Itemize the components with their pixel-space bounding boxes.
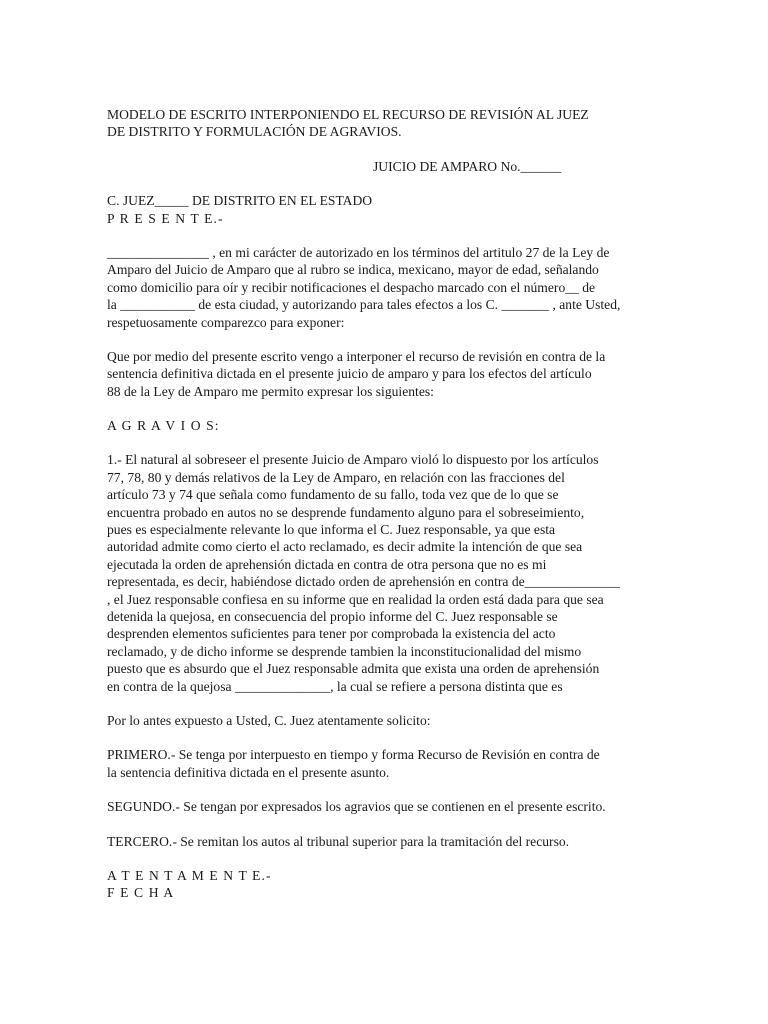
paragraph-line: 1.- El natural al sobreseer el presente Juicio de Amparo violó lo dispuesto por los artículos: [107, 452, 599, 468]
paragraph-line: puesto que es absurdo que el Juez responsable admita que exista una orden de aprehensión: [107, 661, 600, 677]
paragraph-line: autoridad admite como cierto el acto reclamado, es decir admite la intención de que sea: [107, 539, 583, 555]
paragraph-line: ejecutada la orden de aprehensión dictada en contra de otra persona que no es mi: [107, 556, 547, 572]
document-title: [107, 106, 667, 141]
addressee: [107, 192, 667, 227]
addressee-line: C. JUEZ_____ DE DISTRITO EN EL ESTADO: [107, 193, 373, 209]
paragraph-line: en contra de la quejosa ______________, la cual se refiere a persona distinta que es: [107, 678, 563, 694]
title-line: MODELO DE ESCRITO INTERPONIENDO EL RECURSO DE REVISIÓN AL JUEZ: [107, 107, 589, 122]
paragraph-line: Que por medio del presente escrito vengo a interponer el recurso de revisión en contra de la: [107, 348, 606, 364]
paragraph-line: reclamado, y de dicho informe se desprende tambien la inconstitucionalidad del mismo: [107, 643, 582, 659]
paragraph-line: encuentra probado en autos no se desprende fundamento alguno para el sobreseimiento,: [107, 504, 585, 520]
paragraph-line: la sentencia definitiva dictada en el presente asunto.: [107, 764, 390, 780]
purpose-paragraph: [107, 348, 667, 400]
paragraph-line: representada, es decir, habiéndose dictado orden de aprehensión en contra de______________: [107, 574, 620, 590]
paragraph-line: artículo 73 y 74 que señala como fundamento de su fallo, toda vez que de lo que se: [107, 487, 559, 503]
case-number: JUICIO DE AMPARO No.______: [373, 158, 562, 174]
paragraph-line: respetuosamente comparezco para exponer:: [107, 314, 345, 330]
closing: [107, 867, 667, 902]
paragraph-line: la ___________ de esta ciudad, y autorizando para tales efectos a los C. _______ , ante Usted,: [107, 297, 621, 313]
paragraph-line: Amparo del Juicio de Amparo que al rubro se indica, mexicano, mayor de edad, señalando: [107, 262, 599, 278]
paragraph-line: , el Juez responsable confiesa en su informe que en realidad la orden está dada para que sea: [107, 591, 604, 607]
segundo-line: SEGUNDO.- Se tengan por expresados los agravios que se contienen en el presente escrito.: [107, 799, 606, 815]
paragraph-line: PRIMERO.- Se tenga por interpuesto en tiempo y forma Recurso de Revisión en contra de: [107, 747, 600, 763]
document-page: [107, 106, 667, 902]
paragraph-line: 77, 78, 80 y demás relativos de la Ley de Amparo, en relación con las fracciones del: [107, 469, 565, 485]
paragraph-line: 88 de la Ley de Amparo me permito expresar los siguientes:: [107, 383, 434, 399]
title-line: DE DISTRITO Y FORMULACIÓN DE AGRAVIOS.: [107, 124, 402, 140]
intro-paragraph: [107, 244, 667, 331]
paragraph-line: desprenden elementos suficientes para tener por comprobada la existencia del acto: [107, 626, 556, 642]
request-line: Por lo antes expuesto a Usted, C. Juez atentamente solicito:: [107, 712, 431, 728]
primero-paragraph: [107, 746, 667, 781]
addressee-line: P R E S E N T E.-: [107, 210, 224, 226]
paragraph-line: detenida la quejosa, en consecuencia del propio informe del C. Juez responsable se: [107, 608, 558, 624]
closing-line: F E C H A: [107, 885, 175, 901]
paragraph-line: _______________ , en mi carácter de autorizado en los términos del artitulo 27 de la Ley de: [107, 244, 610, 260]
paragraph-line: pues es especialmente relevante lo que informa el C. Juez responsable, ya que esta: [107, 522, 556, 538]
paragraph-line: como domicilio para oír y recibir notificaciones el despacho marcado con el número__ de: [107, 279, 596, 295]
agravio-1-paragraph: [107, 451, 667, 694]
closing-line: A T E N T A M E N T E.-: [107, 867, 272, 883]
tercero-line: TERCERO.- Se remitan los autos al tribunal superior para la tramitación del recurso.: [107, 833, 570, 849]
paragraph-line: sentencia definitiva dictada en el presente juicio de amparo y para los efectos del artículo: [107, 366, 592, 382]
agravios-heading: A G R A V I O S:: [107, 418, 220, 434]
